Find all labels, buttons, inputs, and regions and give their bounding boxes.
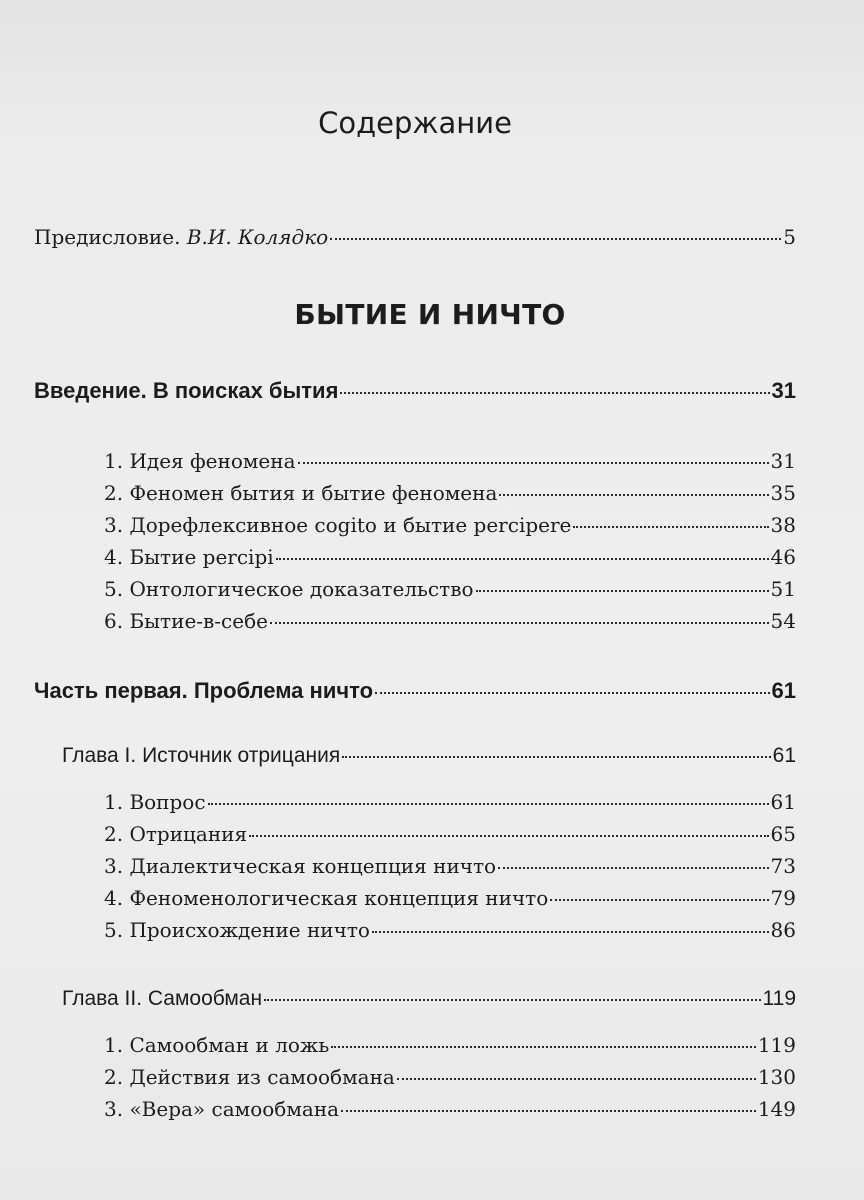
page-number: 46 [770,545,796,569]
entry-label: Часть первая. Проблема ничто [34,678,374,703]
page-number: 130 [757,1065,796,1089]
page-number: 35 [770,481,796,505]
toc-entry-preface[interactable] [34,222,796,249]
toc-entry-ch1-3[interactable] [104,851,796,878]
page-title: Содержание [318,106,512,140]
page-number: 65 [770,822,796,846]
dot-leader [208,783,769,805]
dot-leader [375,672,769,694]
page-number: 61 [770,790,796,814]
page-number: 5 [783,225,796,249]
entry-label: 5. Происхождение ничто [104,918,370,942]
entry-label: Введение. В поисках бытия [34,378,339,403]
bleed-through-text [30,0,864,300]
entry-label: 1. Вопрос [104,790,206,814]
page-number: 119 [762,987,796,1010]
entry-label: 4. Бытие percipi [104,545,274,569]
toc-entry-ch1-5[interactable] [104,915,796,942]
entry-label: 5. Онтологическое доказательство [104,577,474,601]
entry-label: 3. Дорефлексивное cogito и бытие percipere [104,513,572,537]
toc-entry-ch2-3[interactable] [104,1094,796,1121]
dot-leader [264,979,760,1001]
entry-label: 3. Диалектическая концепция ничто [104,854,497,878]
entry-label: 2. Феномен бытия и бытие феномена [104,481,498,505]
page-number: 149 [757,1097,796,1121]
entry-label: 4. Феноменологическая концепция ничто [104,886,549,910]
page-number: 86 [770,918,796,942]
dot-leader [249,815,768,837]
entry-label: 6. Бытие-в-себе [104,609,268,633]
entry-label: 3. «Вера» самообмана [104,1097,340,1121]
dot-leader [342,736,770,758]
entry-label: 2. Действия из самообмана [104,1065,395,1089]
book-title-heading: БЫТИЕ И НИЧТО [294,298,566,331]
page-number: 79 [770,886,796,910]
dot-leader [331,1026,756,1048]
toc-entry-ch1-4[interactable] [104,883,796,910]
entry-label: 1. Идея феномена [104,449,296,473]
toc-entry-intro-3[interactable] [104,510,796,537]
toc-entry-part-one[interactable] [34,676,796,704]
toc-entry-intro-4[interactable] [104,542,796,569]
entry-label: Глава II. Самообман [62,987,263,1010]
entry-label: 1. Самообман и ложь [104,1033,330,1057]
page-number: 119 [757,1033,796,1057]
page-number: 38 [770,513,796,537]
dot-leader [276,538,769,560]
preface-author: В.И. Колядко [186,225,329,249]
toc-entry-intro-6[interactable] [104,606,796,633]
toc-entry-intro-1[interactable] [104,446,796,473]
toc-entry-ch2-1[interactable] [104,1030,796,1057]
toc-entry-chapter-2[interactable] [62,983,796,1011]
toc-entry-ch2-2[interactable] [104,1062,796,1089]
dot-leader [340,372,769,394]
page-number: 61 [771,678,796,703]
dot-leader [372,911,769,933]
dot-leader [499,474,768,496]
dot-leader [397,1058,756,1080]
toc-entry-ch1-2[interactable] [104,819,796,846]
page-number: 31 [771,378,796,403]
page-number: 31 [770,449,796,473]
dot-leader [298,442,769,464]
toc-entry-intro-2[interactable] [104,478,796,505]
dot-leader [330,218,781,240]
toc-entry-introduction[interactable] [34,376,796,404]
dot-leader [550,879,768,901]
entry-label: 2. Отрицания [104,822,248,846]
entry-label: Глава I. Источник отрицания [62,744,341,767]
page-number: 61 [772,744,796,767]
toc-entry-chapter-1[interactable] [62,740,796,768]
toc-entry-intro-5[interactable] [104,574,796,601]
page-number: 54 [770,609,796,633]
toc-entry-ch1-1[interactable] [104,787,796,814]
dot-leader [573,506,768,528]
preface-label: Предисловие. [34,225,181,249]
page-number: 51 [770,577,796,601]
dot-leader [341,1090,756,1112]
page-number: 73 [770,854,796,878]
dot-leader [270,602,769,624]
dot-leader [498,847,768,869]
dot-leader [476,570,769,592]
